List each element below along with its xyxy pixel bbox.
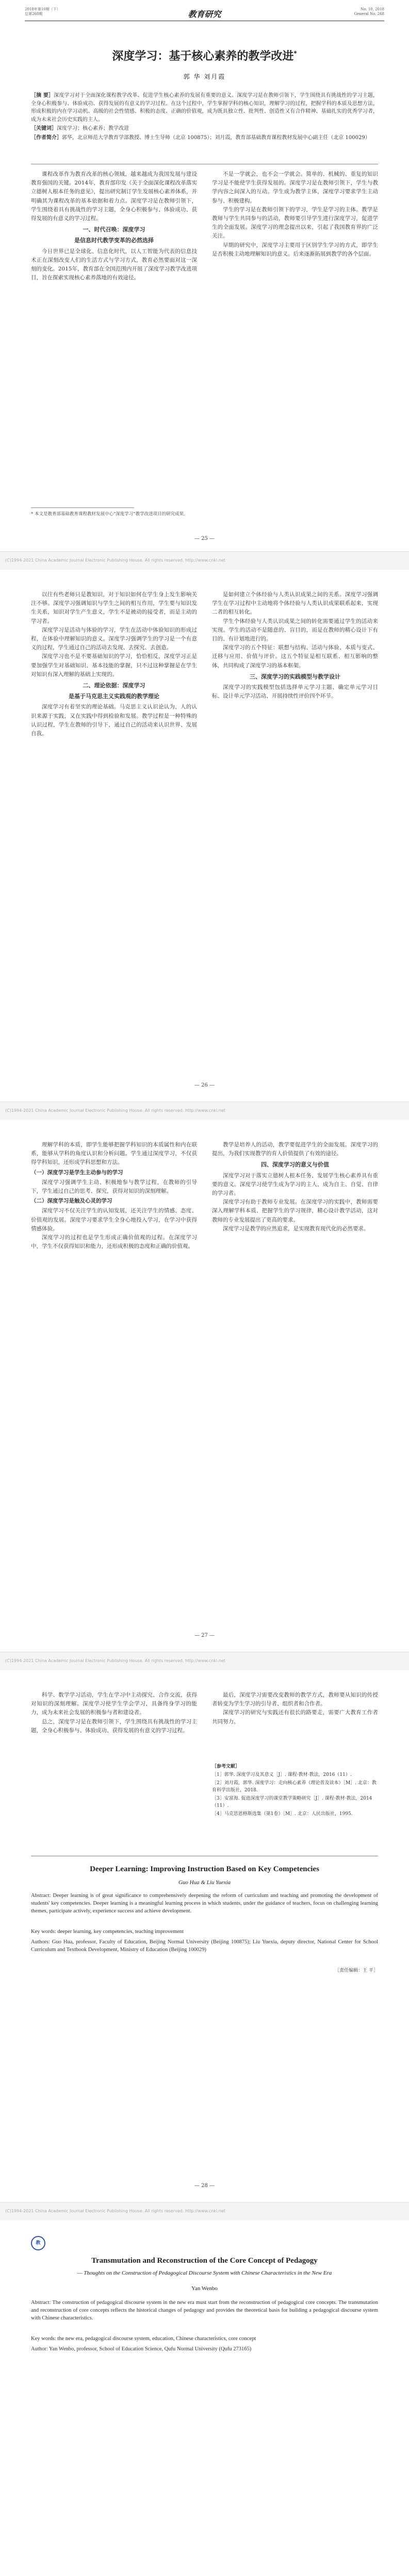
paragraph: 深度学习的五个特征：联想与结构、活动与体验、本质与变式、迁移与应用、价值与评价。这五个特征是相互联系、相互影响的整体，共同构成了深度学习的基本框架。 [212,645,378,669]
section-heading: 一、时代召唤：深度学习 [83,226,145,233]
reference-item: ［4］马克思恩格斯选集（第1卷）［M］. 北京：人民出版社，1995. [212,1811,353,1817]
page-separator [0,1652,409,1671]
paragraph: 是如何建立个体经验与人类认识成果之间的关系。深度学习强调学生在学习过程中主动地将个体经验与人类认识成果联系起来，实现二者的相互转化。 [212,591,378,616]
column-right [212,170,378,500]
column-left [31,1691,197,1845]
paragraph: 深度学习也不是不要基础知识的学习，恰恰相反，深度学习正是要加强学生对基础知识、基本技能的掌握，只不过这种掌握是在学生对知识有深入理解的基础上实现的。 [31,653,197,677]
paragraph: 课程改革作为教育改革的核心领域，越来越成为我国发展与建设教育强国的关键。2014年，教育部印发《关于全面深化课程改革落实立德树人根本任务的意见》，提出研究制订学生发展核心素养体系，并明确其为课程改革的基本依据和着力点。深度学习是在教师引领下，学生围绕着具有挑战性的学习主题，全身心积极参与、体验成功、获得发展的有意义的学习过程。 [31,171,197,222]
author-info-label: ［作者简介］ [31,134,62,141]
paragraph: 早期的研究中，深度学习主要用于区别学生学习的方式，即学生是否积极主动地理解知识的意义。后来逐渐拓展到教学的各个层面。 [212,242,378,257]
section-heading: 四、深度学习的意义与价值 [261,1161,329,1168]
paragraph: 科学、数学学习活动，学生在学习中主动探究、合作交流，获得对知识的深刻理解。深度学习使学生学会学习，具备终身学习的能力，成为未来社会发展的积极参与者和建设者。 [31,1692,197,1716]
paragraph: 深度学习是活动与体验的学习，学生在活动中体验知识的形成过程，在体验中理解知识的意义。深度学习强调学生的学习是一个有意义的过程，学生通过自己的活动去发现、去探究、去创造。 [31,626,197,651]
page-3 [0,1120,409,1652]
paragraph: 深度学习有助于教师专业发展。在深度学习的实践中，教师需要深入理解学科本质、把握学生的学习规律，精心设计教学活动，这对教师的专业发展提出了更高的要求。 [212,1199,378,1223]
paragraph: 学生个体经验与人类认识成果之间的转化需要通过学生的活动来实现。学生的活动不是随意的、盲目的，而是在教师的精心设计下有目的、有计划地进行的。 [212,618,378,642]
copyright-watermark: (C)1994-2021 China Academic Journal Electronic Publishing House. All rights reserved. http://www.cnki.net [5,558,225,563]
copyright-watermark: (C)1994-2021 China Academic Journal Electronic Publishing House. All rights reserved. http://www.cnki.net [5,1108,225,1113]
page-number: — 25 — [194,536,215,541]
english-author: Yan Wenbo [191,2285,218,2292]
paragraph: 今日世界已是全球化、信息化时代，以人工智能为代表的信息技术正在深刻改变人们的生活方式与学习方式，教育必然要面对这一深刻的变化。2015年，教育部在全国范围内开展了深度学习教学改进项目，旨在探索实现核心素养落地的有效途径。 [31,248,197,281]
abstract-block [31,92,378,143]
column-left [31,170,197,500]
paragraph: 深度学习的实践模型包括选择单元学习主题、确定单元学习目标、设计单元学习活动、开展持续性评价四个环节。 [212,684,378,700]
abstract-label: ［摘 要］ [31,93,54,98]
issue-label: 2018年第10期（下） [25,7,60,11]
issue-general-label: 总第268期 [25,12,43,16]
issue-en-general: General No. 268 [354,12,384,16]
paragraph: 深度学习对于落实立德树人根本任务、发展学生核心素养具有重要的意义。深度学习使学生成为学习的主人，成为自主、自觉、自律的学习者。 [212,1172,378,1197]
paragraph: 深度学习有着坚实的理论基础。马克思主义认识论认为，人的认识来源于实践，又在实践中得到检验和发展。教学过程是一种特殊的认识过程，学生在教师的引导下，通过自己的活动来认识世界、发展自我。 [31,704,197,737]
page-separator [0,1101,409,1121]
journal-logo-icon: 教 [31,2236,45,2250]
copyright-watermark: (C)1994-2021 China Academic Journal Electronic Publishing House. All rights reserved. http://www.cnki.net [5,2209,225,2213]
abstract-para [31,92,378,124]
paragraph: 最后，深度学习需要改变教师的教学方式，教师要从知识的传授者转变为学生学习的引导者、组织者和合作者。 [212,1692,378,1707]
column-right [212,1141,378,1620]
page-1 [0,0,409,551]
journal-header [25,7,384,21]
article-authors: 郭 华 刘月霞 [183,73,226,80]
keywords-text: 深度学习；核心素养；教学改进 [57,126,129,131]
paragraph: 理解学科的本质，即学生能够把握学科知识的本质属性和内在联系，能够从学科的角度认识和分析问题。学生通过深度学习，不仅获得学科知识，还形成学科思想和方法。 [31,1142,197,1166]
abstract-text: 深度学习对于全面深化课程教学改革、促进学生核心素养的发展有重要的意义。深度学习是在教师引领下，学生围绕具有挑战性的学习主题，全身心积极参与、体验成功、获得发展的有意义的学习过程。在这个过程中，学生掌握学科的核心知识，理解学习的过程，把握学科的本质及思想方法，形成积极的内在学习动机、高级的社会性情感、积极的态度、正确的价值观，成为既具独立性、批判性、创造性又有合作精神、基础扎实的优秀学习者，成为未来社会历史实践的主人。 [31,93,378,123]
footnote-divider [31,507,134,508]
page-number: — 26 — [194,1082,215,1088]
keywords-label: ［关键词］ [31,126,57,131]
page-number: — 27 — [194,1633,215,1638]
english-title: Deeper Learning: Improving Instruction Based on Key Competencies [90,1865,319,1873]
paragraph: 深度学习强调学生主动、积极地参与教学过程，在教师的引导下，学生通过自己的思考、探究，获得对知识的深刻理解。 [31,1179,197,1195]
page-separator [0,2202,409,2222]
section-heading: 三、深度学习的实践模型与教学设计 [250,673,340,680]
paragraph: 深度学习的研究与实践还有很长的路要走，需要广大教育工作者共同努力。 [212,1709,378,1725]
paragraph: 深度学习的过程也是学生形成正确价值观的过程。在深度学习中，学生不仅获得知识和能力，还形成积极的态度和正确的价值观。 [31,1234,197,1250]
subsection-heading: （一）深度学习是学生主动参与的学习 [31,1169,123,1176]
column-left [31,590,197,1070]
english-authors: Guo Hua & Liu Yuexia [178,1879,231,1886]
author-info-text: 郭华，北京师范大学教育学部教授、博士生导师（北京 100875）；刘月霞，教育部基础教育课程教材发展中心副主任（北京 100029） [62,134,370,141]
issue-en-label: No. 10, 2018 [361,7,384,11]
english-author-info: Authors: Guo Hua, professor, Faculty of Education, Beijing Normal University (Beijing 100875); Liu Yuexia, deputy director, National Center for School Curriculum and Textbook Development, Ministry of Education (Beijing 100029) [31,1939,378,1953]
section-subheading: 是信息时代教学变革的必然选择 [74,237,154,244]
paragraph: 深度学习是教学的应然追求，是实现教育现代化的必然要求。 [223,1225,369,1232]
page-4 [0,1670,409,2202]
section-subheading: 是基于马克思主义实践观的教学理论 [69,693,159,700]
paragraph: 总之，深度学习是在教师引领下，学生围绕具有挑战性的学习主题，全身心积极参与、体验成功、获得发展的有意义的学习过程。 [31,1718,197,1734]
article-title [0,47,409,63]
subsection-heading: （二）深度学习是触及心灵的学习 [31,1198,112,1205]
paragraph: 深度学习不仅关注学生的认知发展，还关注学生的情感、态度、价值观的发展。深度学习要求学生全身心地投入学习，在学习中获得情感体验。 [31,1208,197,1232]
section-heading: 二、理论依据：深度学习 [83,682,145,689]
author-info-para [31,134,378,142]
column-right [212,590,378,1070]
references [212,1763,378,1819]
journal-name: 教育研究 [188,9,221,19]
reference-item: ［2］刘月霞，郭华. 深度学习：走向核心素养（理论普及读本）［M］. 北京：教育科学出版社，2018. [212,1781,377,1793]
column-right [212,1691,378,1758]
page-2 [0,570,409,1101]
reference-item: ［1］郭华. 深度学习及其意义［J］. 课程·教材·教法，2016（11）. [212,1772,352,1777]
column-left [31,1141,197,1620]
paragraph: 教学是培养人的活动，教学要促进学生的全面发展。深度学习的提出，为我们实现教学的育人价值提供了有效的途径。 [212,1142,378,1157]
paragraph: 学生的学习是在教师引领下的学习，学生是学习的主体。教学是教师与学生共同参与的活动，教师要引导学生进行深度学习，促进学生的全面发展。深度学习的理念提出以来，引起了我国教育界的广泛关注。 [212,206,378,240]
copyright-watermark: (C)1994-2021 China Academic Journal Electronic Publishing House. All rights reserved. http://www.cnki.net [5,1658,225,1663]
english-keywords: Key words: the new era, pedagogical discourse system, education, Chinese characteristics, core concept [31,2336,256,2342]
page-separator [0,551,409,571]
paragraph: 不是一学就会，也不会一学就会。简单的、机械的、重复的知识学习是不能使学生获得发展的。深度学习是在教师引领下，学生与教学内容之间深入的互动。学生成为教学主体，深度学习要求学生主动参与、积极建构。 [212,171,378,204]
english-keywords: Key words: deeper learning, key competencies, teaching improvement [31,1929,184,1935]
english-abstract: Abstract: The construction of pedagogical discourse system in the new era must start from the reconstruction of pedagogical core concepts. The transmutation and reconstruction of core concepts reflects the historical changes of pedagogy and provides the theoretical basis for building a pedagogical discourse system with Chinese characteristics. [31,2300,378,2321]
references-label: ［参考文献］ [212,1764,240,1769]
title-footnote-mark: * [293,49,297,57]
paragraph: 以往有些老师只是教知识，对于知识如何在学生身上发生影响关注不够。深度学习强调知识与学生之间的相互作用，学生要与知识发生关系，知识对学生产生意义，学生不是被动的接受者，而是主动的学习者。 [31,591,197,624]
english-author-info: Author: Yan Wenbo, professor, School of Education Science, Qufu Normal University (Qufu 273165) [31,2346,252,2352]
english-subtitle: — Thoughts on the Construction of Pedagogical Discourse System with Chinese Characteristics in the New Era [77,2270,332,2276]
footnote: * 本文是教育部基础教育课程教材发展中心“深度学习”教学改进项目的研究成果。 [31,512,188,517]
title-text: 深度学习：基于核心素养的教学改进 [112,50,294,63]
editor-label: ［责任编辑：王 平］ [335,1968,378,1973]
reference-item: ［3］安富海. 促进深度学习的课堂教学策略研究［J］. 课程·教材·教法，2014（11）. [212,1796,372,1808]
english-title: Transmutation and Reconstruction of the Core Concept of Pedagogy [91,2257,318,2265]
keywords-para [31,125,378,133]
page-number: — 28 — [194,2183,215,2189]
page-5 [0,2221,409,2576]
english-abstract: Abstract: Deeper learning is of great significance to comprehensively deepening the reform of curriculum and teaching and promoting the development of students' key competencies. Deeper learning is a meaningful learning process in which students, under the guidance of teachers, focus on challenging learning themes, participate actively, experience success and achieve development. [31,1893,378,1914]
